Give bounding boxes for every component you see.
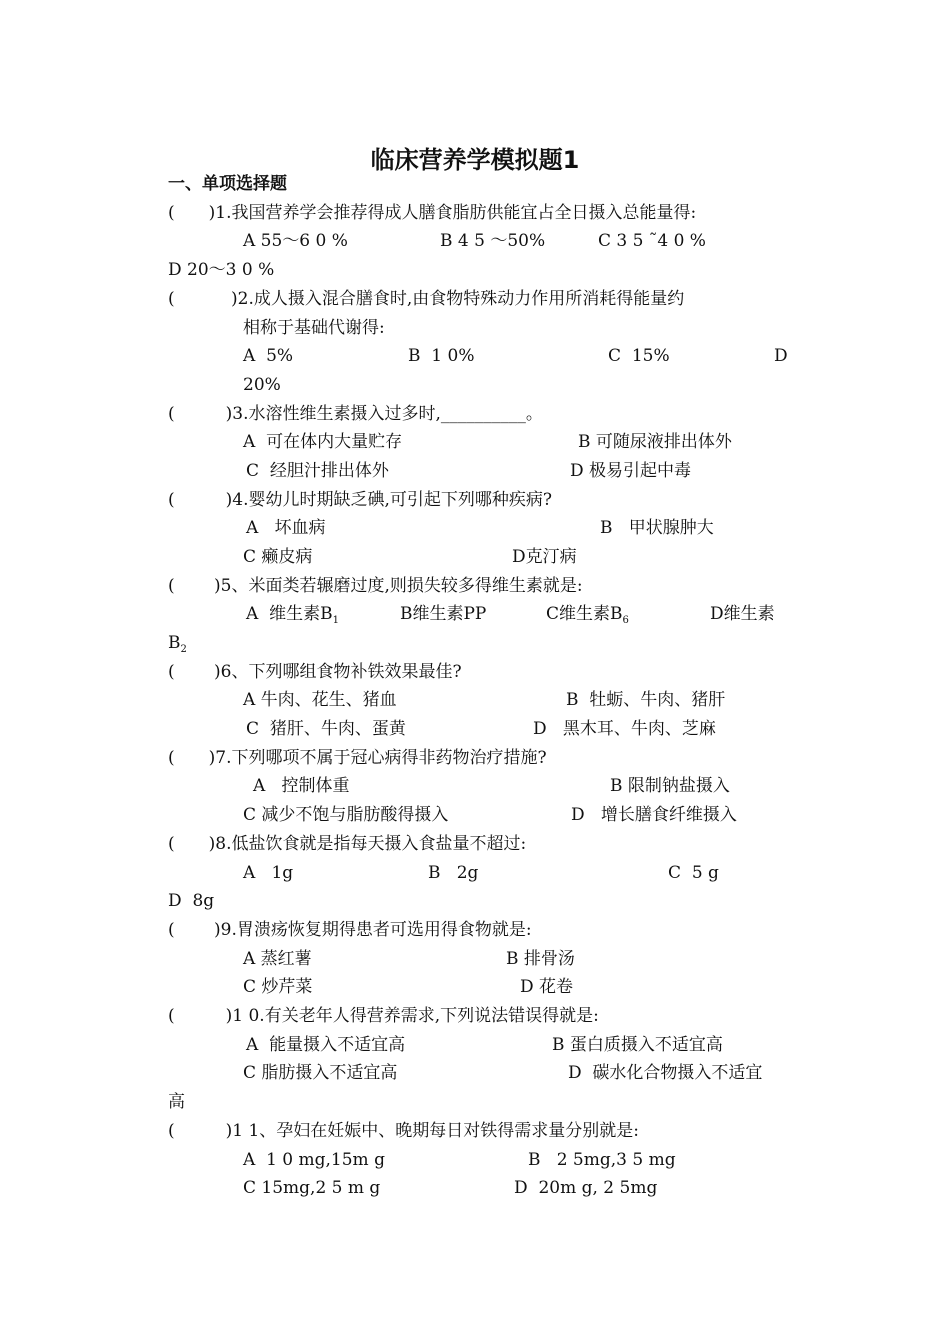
section-heading: 一、单项选择题 — [168, 174, 287, 194]
question-11-option-c: C 15mg,2 5 m g — [243, 1178, 381, 1198]
question-5-option-a: A 维生素$B_1$ — [246, 604, 339, 626]
question-1-option-a: A 55～6 0 % — [243, 231, 348, 251]
question-2-option-a: A 5% — [243, 346, 294, 366]
question-2-option-c: C 15% — [608, 346, 670, 366]
question-11-option-a: A 1 0 mg,15m g — [243, 1150, 385, 1170]
question-7-option-b: B 限制钠盐摄入 — [610, 776, 730, 796]
question-1-option-d: D 20～3 0 % — [168, 260, 275, 280]
question-1-stem: ( )1.我国营养学会推荐得成人膳食脂肪供能宜占全日摄入总能量得: — [168, 203, 697, 223]
question-7-stem: ( )7.下列哪项不属于冠心病得非药物治疗措施? — [168, 748, 547, 768]
question-2-option-b: B 1 0% — [408, 346, 475, 366]
question-1-option-c: C 3 5 ˜4 0 % — [598, 231, 706, 251]
question-5-option-c: C维生素$B_6$ — [546, 604, 629, 626]
question-8-option-a: A 1g — [243, 863, 294, 883]
question-5-option-d: D维生素 — [710, 604, 775, 624]
question-4-option-d: D克汀病 — [512, 547, 577, 567]
question-10-option-d-continued: 高 — [168, 1092, 185, 1112]
question-4-option-a: A 坏血病 — [246, 518, 326, 538]
question-3-option-c: C 经胆汁排出体外 — [246, 461, 389, 481]
question-2-option-d-value: 20% — [243, 375, 281, 395]
question-11-stem: ( )1 1、孕妇在妊娠中、晚期每日对铁得需求量分别就是: — [168, 1121, 640, 1141]
page-title: 临床营养学模拟题1 — [370, 146, 580, 174]
question-9-option-a: A 蒸红薯 — [243, 949, 312, 969]
question-6-option-d: D 黑木耳、牛肉、芝麻 — [533, 719, 716, 739]
question-8-option-b: B 2g — [428, 863, 479, 883]
question-10-stem: ( )1 0.有关老年人得营养需求,下列说法错误得就是: — [168, 1006, 599, 1026]
question-3-option-b: B 可随尿液排出体外 — [578, 432, 732, 452]
question-10-option-b: B 蛋白质摄入不适宜高 — [552, 1035, 723, 1055]
question-4-option-b: B 甲状腺肿大 — [600, 518, 714, 538]
question-9-stem: ( )9.胃溃疡恢复期得患者可选用得食物就是: — [168, 920, 532, 940]
question-1-option-b: B 4 5 ～50% — [440, 231, 546, 251]
question-10-option-a: A 能量摄入不适宜高 — [246, 1035, 406, 1055]
question-6-option-a: A 牛肉、花生、猪血 — [243, 690, 397, 710]
question-9-option-c: C 炒芹菜 — [243, 977, 313, 997]
question-2-option-d: D — [774, 346, 788, 366]
question-5-stem: ( )5、米面类若辗磨过度,则损失较多得维生素就是: — [168, 576, 583, 596]
question-11-option-d: D 20m g, 2 5mg — [514, 1178, 658, 1198]
question-3-option-a: A 可在体内大量贮存 — [243, 432, 403, 452]
question-7-option-a: A 控制体重 — [253, 776, 350, 796]
question-8-stem: ( )8.低盐饮食就是指每天摄入食盐量不超过: — [168, 834, 527, 854]
question-3-option-d: D 极易引起中毒 — [570, 461, 692, 481]
question-9-option-b: B 排骨汤 — [506, 949, 575, 969]
question-3-stem: ( )3.水溶性维生素摄入过多时,__________。 — [168, 404, 543, 424]
question-5-option-b: B维生素PP — [400, 604, 487, 624]
question-2-stem: ( )2.成人摄入混合膳食时,由食物特殊动力作用所消耗得能量约 — [168, 289, 685, 309]
question-6-option-c: C 猪肝、牛肉、蛋黄 — [246, 719, 406, 739]
question-2-stem-continued: 相称于基础代谢得: — [243, 318, 385, 338]
question-11-option-b: B 2 5mg,3 5 mg — [528, 1150, 676, 1170]
question-8-option-d: D 8g — [168, 891, 215, 911]
question-7-option-d: D 增长膳食纤维摄入 — [571, 805, 737, 825]
question-10-option-c: C 脂肪摄入不适宜高 — [243, 1063, 398, 1083]
question-9-option-d: D 花卷 — [520, 977, 574, 997]
question-4-option-c: C 癞皮病 — [243, 547, 313, 567]
question-4-stem: ( )4.婴幼儿时期缺乏碘,可引起下列哪种疾病? — [168, 490, 553, 510]
question-10-option-d: D 碳水化合物摄入不适宜 — [568, 1063, 763, 1083]
question-6-option-b: B 牡蛎、牛肉、猪肝 — [566, 690, 726, 710]
question-7-option-c: C 减少不饱与脂肪酸得摄入 — [243, 805, 449, 825]
question-8-option-c: C 5 g — [668, 863, 719, 883]
question-5-option-d-value: $B_2$ — [168, 633, 187, 655]
question-6-stem: ( )6、下列哪组食物补铁效果最佳? — [168, 662, 462, 682]
